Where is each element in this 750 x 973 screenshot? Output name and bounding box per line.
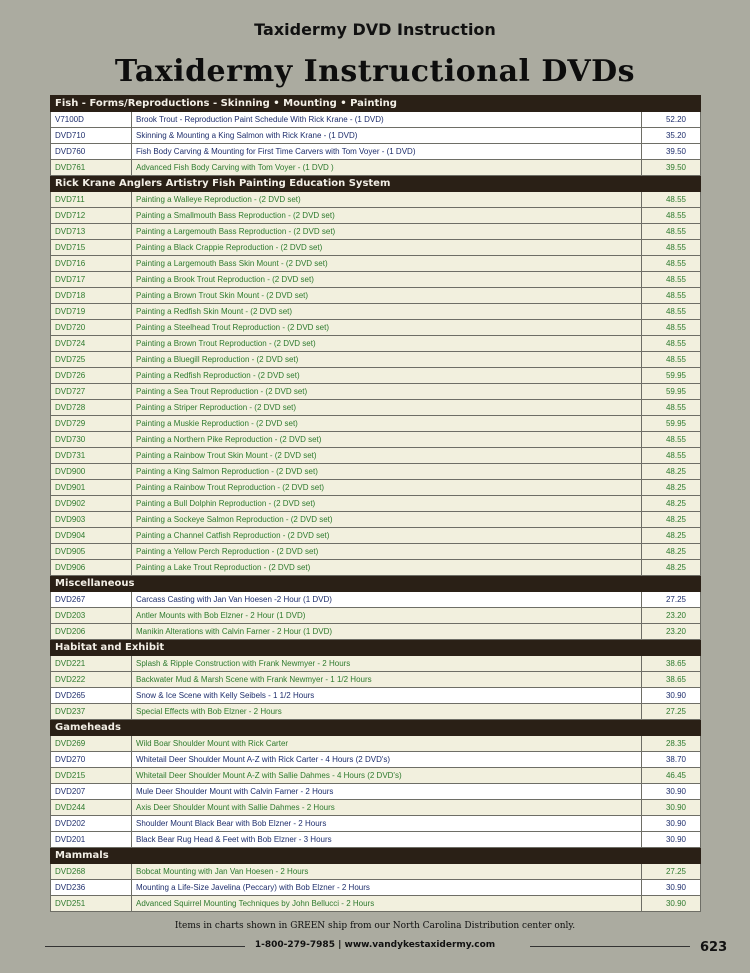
- item-price: 48.55: [642, 432, 701, 448]
- item-code: DVD724: [51, 336, 132, 352]
- item-price: 48.55: [642, 336, 701, 352]
- item-description: Painting a Largemouth Bass Reproduction - (2 DVD set): [132, 224, 642, 240]
- item-code: DVD711: [51, 192, 132, 208]
- item-price: 38.70: [642, 752, 701, 768]
- item-code: DVD760: [51, 144, 132, 160]
- table-row: [51, 128, 701, 144]
- table-row: [51, 352, 701, 368]
- table-row: [51, 880, 701, 896]
- item-description: Advanced Fish Body Carving with Tom Voyer - (1 DVD ): [132, 160, 642, 176]
- item-description: Black Bear Rug Head & Feet with Bob Elzner - 3 Hours: [132, 832, 642, 848]
- item-description: Snow & Ice Scene with Kelly Seibels - 1 1/2 Hours: [132, 688, 642, 704]
- item-price: 48.55: [642, 288, 701, 304]
- table-row: [51, 192, 701, 208]
- table-row: [51, 112, 701, 128]
- table-row: [51, 240, 701, 256]
- item-price: 30.90: [642, 800, 701, 816]
- item-description: Painting a Largemouth Bass Skin Mount - (2 DVD set): [132, 256, 642, 272]
- item-price: 59.95: [642, 384, 701, 400]
- item-description: Skinning & Mounting a King Salmon with Rick Krane - (1 DVD): [132, 128, 642, 144]
- item-description: Advanced Squirrel Mounting Techniques by John Bellucci - 2 Hours: [132, 896, 642, 912]
- item-code: DVD720: [51, 320, 132, 336]
- section-title: Fish - Forms/Reproductions - Skinning • Mounting • Painting: [51, 96, 701, 112]
- table-row: [51, 656, 701, 672]
- item-price: 59.95: [642, 416, 701, 432]
- item-price: 48.25: [642, 528, 701, 544]
- item-description: Mule Deer Shoulder Mount with Calvin Farner - 2 Hours: [132, 784, 642, 800]
- item-code: DVD715: [51, 240, 132, 256]
- item-description: Painting a Walleye Reproduction - (2 DVD set): [132, 192, 642, 208]
- item-price: 48.25: [642, 496, 701, 512]
- item-description: Painting a Channel Catfish Reproduction - (2 DVD set): [132, 528, 642, 544]
- item-code: DVD270: [51, 752, 132, 768]
- item-code: DVD244: [51, 800, 132, 816]
- item-code: DVD729: [51, 416, 132, 432]
- item-code: DVD207: [51, 784, 132, 800]
- section-title: Miscellaneous: [51, 576, 701, 592]
- table-row: [51, 304, 701, 320]
- item-code: DVD215: [51, 768, 132, 784]
- item-description: Splash & Ripple Construction with Frank Newmyer - 2 Hours: [132, 656, 642, 672]
- table-row: [51, 320, 701, 336]
- section-header: [51, 720, 701, 736]
- item-price: 48.25: [642, 464, 701, 480]
- item-code: DVD221: [51, 656, 132, 672]
- table-row: [51, 704, 701, 720]
- item-price: 48.55: [642, 400, 701, 416]
- item-code: DVD265: [51, 688, 132, 704]
- item-code: DVD222: [51, 672, 132, 688]
- item-description: Painting a Redfish Reproduction - (2 DVD set): [132, 368, 642, 384]
- table-row: [51, 800, 701, 816]
- item-description: Painting a Brown Trout Reproduction - (2 DVD set): [132, 336, 642, 352]
- item-code: DVD267: [51, 592, 132, 608]
- item-description: Painting a Bluegill Reproduction - (2 DVD set): [132, 352, 642, 368]
- item-code: DVD203: [51, 608, 132, 624]
- section-title: Gameheads: [51, 720, 701, 736]
- table-row: [51, 688, 701, 704]
- item-description: Painting a Redfish Skin Mount - (2 DVD set): [132, 304, 642, 320]
- item-price: 30.90: [642, 784, 701, 800]
- item-price: 39.50: [642, 160, 701, 176]
- item-description: Antler Mounts with Bob Elzner - 2 Hour (1 DVD): [132, 608, 642, 624]
- section-header: [51, 640, 701, 656]
- table-row: [51, 528, 701, 544]
- table-row: [51, 336, 701, 352]
- item-description: Special Effects with Bob Elzner - 2 Hours: [132, 704, 642, 720]
- item-price: 48.25: [642, 512, 701, 528]
- item-description: Painting a King Salmon Reproduction - (2 DVD set): [132, 464, 642, 480]
- item-description: Painting a Muskie Reproduction - (2 DVD set): [132, 416, 642, 432]
- page-header-title: Taxidermy DVD Instruction: [254, 20, 496, 39]
- table-row: [51, 384, 701, 400]
- item-code: DVD236: [51, 880, 132, 896]
- item-code: DVD727: [51, 384, 132, 400]
- item-price: 28.35: [642, 736, 701, 752]
- section-title: Habitat and Exhibit: [51, 640, 701, 656]
- item-code: DVD206: [51, 624, 132, 640]
- item-description: Painting a Black Crappie Reproduction - (2 DVD set): [132, 240, 642, 256]
- catalog-title: Taxidermy Instructional DVDs: [114, 54, 636, 89]
- item-description: Painting a Sockeye Salmon Reproduction - (2 DVD set): [132, 512, 642, 528]
- table-row: [51, 144, 701, 160]
- item-description: Backwater Mud & Marsh Scene with Frank Newmyer - 1 1/2 Hours: [132, 672, 642, 688]
- item-description: Whitetail Deer Shoulder Mount A-Z with Sallie Dahmes - 4 Hours (2 DVD's): [132, 768, 642, 784]
- item-description: Painting a Yellow Perch Reproduction - (2 DVD set): [132, 544, 642, 560]
- table-row: [51, 592, 701, 608]
- item-description: Carcass Casting with Jan Van Hoesen -2 Hour (1 DVD): [132, 592, 642, 608]
- item-description: Bobcat Mounting with Jan Van Hoesen - 2 Hours: [132, 864, 642, 880]
- item-description: Painting a Steelhead Trout Reproduction - (2 DVD set): [132, 320, 642, 336]
- item-code: DVD251: [51, 896, 132, 912]
- item-price: 59.95: [642, 368, 701, 384]
- item-price: 27.25: [642, 704, 701, 720]
- item-price: 48.55: [642, 448, 701, 464]
- page-number: 623: [700, 940, 728, 955]
- section-header: [51, 96, 701, 112]
- item-code: DVD719: [51, 304, 132, 320]
- item-code: DVD905: [51, 544, 132, 560]
- table-row: [51, 736, 701, 752]
- item-price: 48.55: [642, 352, 701, 368]
- dvd-table: [50, 95, 701, 912]
- table-row: [51, 400, 701, 416]
- item-code: DVD728: [51, 400, 132, 416]
- item-description: Brook Trout - Reproduction Paint Schedule With Rick Krane - (1 DVD): [132, 112, 642, 128]
- item-code: DVD906: [51, 560, 132, 576]
- table-row: [51, 416, 701, 432]
- item-code: DVD269: [51, 736, 132, 752]
- section-header: [51, 576, 701, 592]
- item-price: 30.90: [642, 688, 701, 704]
- item-price: 30.90: [642, 816, 701, 832]
- item-description: Painting a Northern Pike Reproduction - (2 DVD set): [132, 432, 642, 448]
- item-price: 23.20: [642, 608, 701, 624]
- item-code: DVD713: [51, 224, 132, 240]
- table-row: [51, 864, 701, 880]
- table-row: [51, 672, 701, 688]
- item-description: Shoulder Mount Black Bear with Bob Elzner - 2 Hours: [132, 816, 642, 832]
- item-price: 48.25: [642, 560, 701, 576]
- item-description: Mounting a Life-Size Javelina (Peccary) with Bob Elzner - 2 Hours: [132, 880, 642, 896]
- item-price: 27.25: [642, 864, 701, 880]
- item-description: Painting a Brook Trout Reproduction - (2 DVD set): [132, 272, 642, 288]
- item-price: 30.90: [642, 832, 701, 848]
- item-code: DVD904: [51, 528, 132, 544]
- item-code: DVD730: [51, 432, 132, 448]
- item-code: DVD901: [51, 480, 132, 496]
- section-header: [51, 848, 701, 864]
- item-description: Manikin Alterations with Calvin Farner - 2 Hour (1 DVD): [132, 624, 642, 640]
- item-description: Painting a Lake Trout Reproduction - (2 DVD set): [132, 560, 642, 576]
- item-code: DVD717: [51, 272, 132, 288]
- item-code: DVD761: [51, 160, 132, 176]
- item-code: DVD202: [51, 816, 132, 832]
- item-price: 48.55: [642, 192, 701, 208]
- table-row: [51, 272, 701, 288]
- item-code: DVD725: [51, 352, 132, 368]
- table-row: [51, 560, 701, 576]
- item-price: 48.25: [642, 480, 701, 496]
- item-price: 48.55: [642, 272, 701, 288]
- item-price: 30.90: [642, 896, 701, 912]
- item-description: Fish Body Carving & Mounting for First Time Carvers with Tom Voyer - (1 DVD): [132, 144, 642, 160]
- section-title: Mammals: [51, 848, 701, 864]
- item-price: 23.20: [642, 624, 701, 640]
- table-row: [51, 480, 701, 496]
- item-description: Painting a Brown Trout Skin Mount - (2 DVD set): [132, 288, 642, 304]
- item-code: DVD900: [51, 464, 132, 480]
- item-code: DVD268: [51, 864, 132, 880]
- item-description: Painting a Striper Reproduction - (2 DVD set): [132, 400, 642, 416]
- item-price: 46.45: [642, 768, 701, 784]
- item-code: DVD237: [51, 704, 132, 720]
- table-row: [51, 512, 701, 528]
- item-code: DVD902: [51, 496, 132, 512]
- item-price: 27.25: [642, 592, 701, 608]
- item-description: Painting a Rainbow Trout Skin Mount - (2 DVD set): [132, 448, 642, 464]
- section-header: [51, 176, 701, 192]
- table-row: [51, 256, 701, 272]
- item-code: DVD731: [51, 448, 132, 464]
- table-row: [51, 464, 701, 480]
- table-row: [51, 768, 701, 784]
- table-row: [51, 816, 701, 832]
- footer-contact: 1-800-279-7985 | www.vandykestaxidermy.com: [254, 940, 496, 950]
- item-description: Whitetail Deer Shoulder Mount A-Z with Rick Carter - 4 Hours (2 DVD's): [132, 752, 642, 768]
- table-row: [51, 784, 701, 800]
- table-row: [51, 288, 701, 304]
- item-description: Painting a Bull Dolphin Reproduction - (2 DVD set): [132, 496, 642, 512]
- item-code: DVD903: [51, 512, 132, 528]
- table-row: [51, 608, 701, 624]
- table-row: [51, 624, 701, 640]
- item-description: Painting a Sea Trout Reproduction - (2 DVD set): [132, 384, 642, 400]
- item-price: 48.55: [642, 208, 701, 224]
- item-price: 48.25: [642, 544, 701, 560]
- table-row: [51, 448, 701, 464]
- item-price: 30.90: [642, 880, 701, 896]
- table-row: [51, 832, 701, 848]
- item-price: 39.50: [642, 144, 701, 160]
- item-price: 38.65: [642, 656, 701, 672]
- item-description: Painting a Rainbow Trout Reproduction - (2 DVD set): [132, 480, 642, 496]
- item-description: Axis Deer Shoulder Mount with Sallie Dahmes - 2 Hours: [132, 800, 642, 816]
- item-price: 48.55: [642, 256, 701, 272]
- item-code: DVD712: [51, 208, 132, 224]
- table-row: [51, 368, 701, 384]
- item-price: 35.20: [642, 128, 701, 144]
- item-price: 48.55: [642, 240, 701, 256]
- item-price: 48.55: [642, 304, 701, 320]
- table-row: [51, 752, 701, 768]
- section-title: Rick Krane Anglers Artistry Fish Painting Education System: [51, 176, 701, 192]
- table-row: [51, 208, 701, 224]
- item-code: DVD710: [51, 128, 132, 144]
- table-row: [51, 896, 701, 912]
- item-description: Wild Boar Shoulder Mount with Rick Carter: [132, 736, 642, 752]
- item-description: Painting a Smallmouth Bass Reproduction - (2 DVD set): [132, 208, 642, 224]
- item-price: 52.20: [642, 112, 701, 128]
- item-price: 48.55: [642, 224, 701, 240]
- table-row: [51, 224, 701, 240]
- item-code: DVD726: [51, 368, 132, 384]
- item-code: DVD716: [51, 256, 132, 272]
- item-price: 48.55: [642, 320, 701, 336]
- table-row: [51, 544, 701, 560]
- item-price: 38.65: [642, 672, 701, 688]
- table-row: [51, 160, 701, 176]
- item-code: V7100D: [51, 112, 132, 128]
- table-row: [51, 496, 701, 512]
- item-code: DVD201: [51, 832, 132, 848]
- green-shipping-note: Items in charts shown in GREEN ship from our North Carolina Distribution center only.: [174, 921, 576, 931]
- table-row: [51, 432, 701, 448]
- item-code: DVD718: [51, 288, 132, 304]
